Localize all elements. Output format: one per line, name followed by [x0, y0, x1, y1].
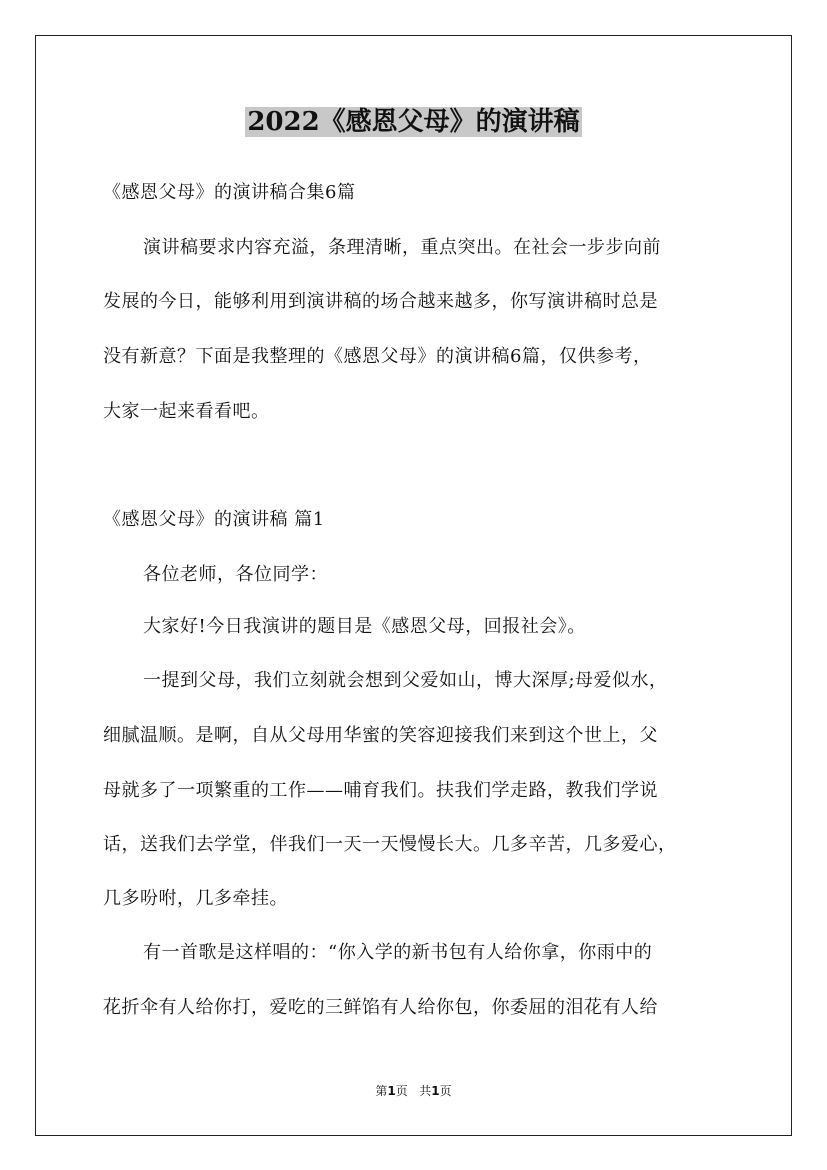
intro-line: 演讲稿要求内容充溢，条理清晰，重点突出。在社会一步步向前 — [143, 237, 661, 258]
intro-line: 没有新意？下面是我整理的《感恩父母》的演讲稿6篇，仅供参考， — [103, 346, 652, 367]
document-title-text: 2022《感恩父母》的演讲稿 — [247, 107, 580, 137]
body-line: 细腻温顺。是啊，自从父母用华蜜的笑容迎接我们来到这个世上，父 — [103, 725, 658, 746]
body-line: 有一首歌是这样唱的：“你入学的新书包有人给你拿，你雨中的 — [143, 942, 653, 963]
intro-line: 发展的今日，能够利用到演讲稿的场合越来越多，你写演讲稿时总是 — [103, 291, 658, 312]
section-heading: 《感恩父母》的演讲稿 篇1 — [103, 509, 325, 530]
body-line: 话，送我们去学堂，伴我们一天一天慢慢长大。几多辛苦，几多爱心， — [103, 834, 677, 855]
intro-line: 大家一起来看看吧。 — [103, 401, 270, 422]
document-subtitle: 《感恩父母》的演讲稿合集6篇 — [103, 182, 356, 203]
body-line: 几多吩咐，几多牵挂。 — [103, 888, 288, 909]
body-line: 花折伞有人给你打，爱吃的三鲜馅有人给你包，你委屈的泪花有人给 — [103, 997, 658, 1018]
page-footer — [0, 1083, 827, 1099]
total-prefix: 共 — [419, 1084, 432, 1098]
page-prefix: 第 — [375, 1084, 388, 1098]
body-line: 各位老师，各位同学： — [143, 564, 328, 585]
total-suffix: 页 — [439, 1084, 452, 1098]
document-title — [0, 104, 827, 140]
body-line: 大家好!今日我演讲的题目是《感恩父母，回报社会》。 — [143, 616, 586, 637]
body-line: 一提到父母，我们立刻就会想到父爱如山，博大深厚;母爱似水， — [143, 670, 668, 691]
page-number: 1 — [387, 1084, 396, 1098]
total-pages: 1 — [431, 1084, 440, 1098]
body-line: 母就多了一项繁重的工作——哺育我们。扶我们学走路，教我们学说 — [103, 780, 658, 801]
page-suffix: 页 — [395, 1084, 408, 1098]
